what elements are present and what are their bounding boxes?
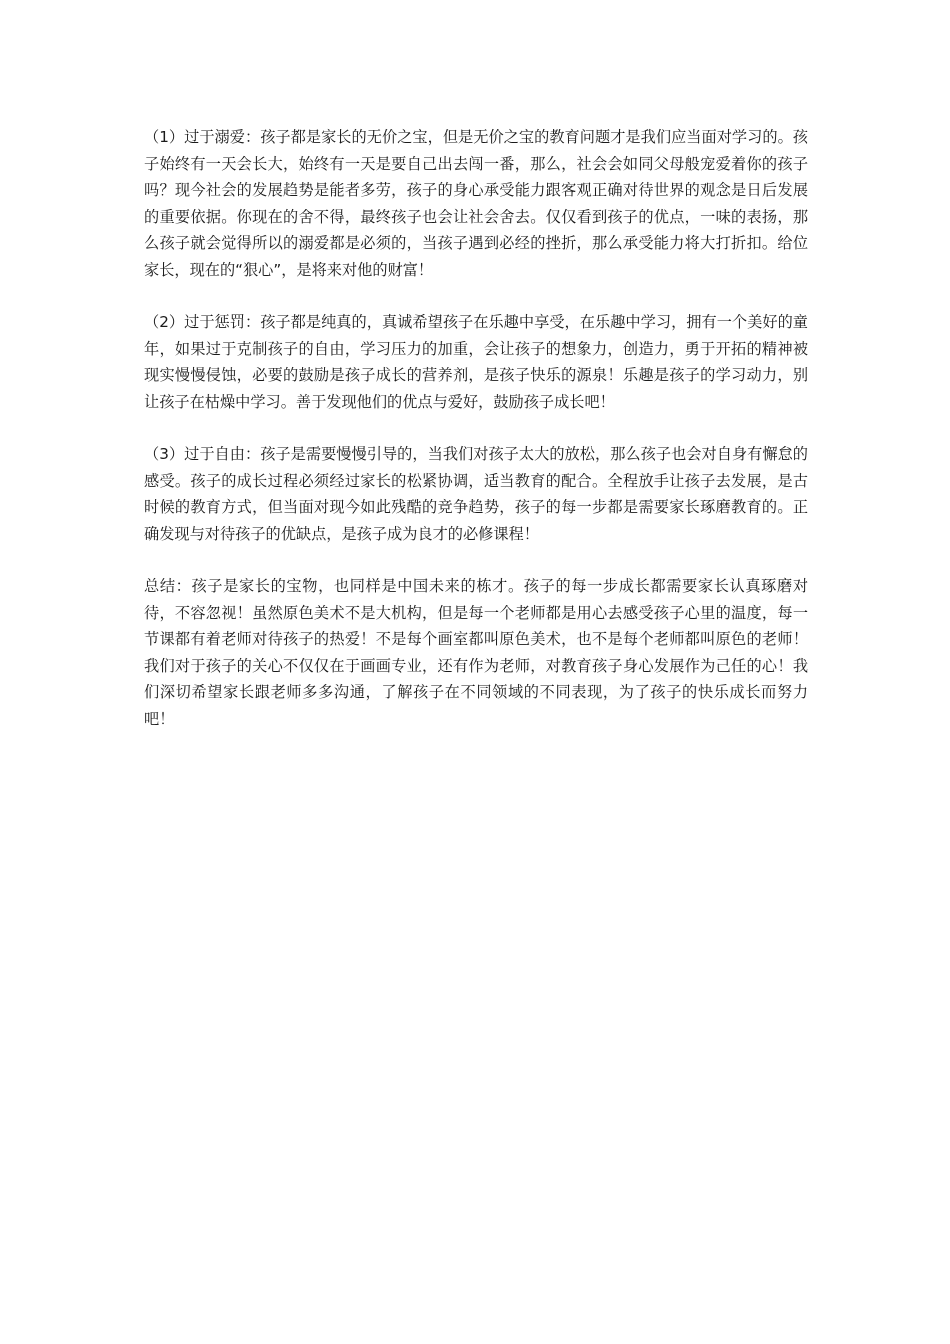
- document-body: [144, 124, 808, 758]
- paragraph-overindulgence: （1）过于溺爱：孩子都是家长的无价之宝，但是无价之宝的教育问题才是我们应当面对学习的。孩子始终有一天会长大，始终有一天是要自己出去闯一番，那么，社会会如同父母般宠爱着你的孩子吗？现今社会的发展趋势是能者多劳，孩子的身心承受能力跟客观正确对待世界的观念是日后发展的重要依据。你现在的舍不得，最终孩子也会让社会舍去。仅仅看到孩子的优点，一味的表扬，那么孩子就会觉得所以的溺爱都是必须的，当孩子遇到必经的挫折，那么承受能力将大打折扣。给位家长，现在的“狠心”，是将来对他的财富！: [144, 128, 808, 279]
- paragraph-summary: 总结：孩子是家长的宝物，也同样是中国未来的栋才。孩子的每一步成长都需要家长认真琢磨对待，不容忽视！虽然原色美术不是大机构，但是每一个老师都是用心去感受孩子心里的温度，每一节课都有着老师对待孩子的热爱！不是每个画室都叫原色美术，也不是每个老师都叫原色的老师！我们对于孩子的关心不仅仅在于画画专业，还有作为老师，对教育孩子身心发展作为己任的心！我们深切希望家长跟老师多多沟通，了解孩子在不同领域的不同表现，为了孩子的快乐成长而努力吧！: [144, 577, 808, 728]
- paragraph-overfreedom: （3）过于自由：孩子是需要慢慢引导的，当我们对孩子太大的放松，那么孩子也会对自身有懈怠的感受。孩子的成长过程必须经过家长的松紧协调，适当教育的配合。全程放手让孩子去发展，是古时候的教育方式，但当面对现今如此残酷的竞争趋势，孩子的每一步都是需要家长琢磨教育的。正确发现与对待孩子的优缺点，是孩子成为良才的必修课程！: [144, 445, 808, 543]
- paragraph-overpunishment: （2）过于惩罚：孩子都是纯真的，真诚希望孩子在乐趣中享受，在乐趣中学习，拥有一个美好的童年，如果过于克制孩子的自由，学习压力的加重，会让孩子的想象力，创造力，勇于开拓的精神被现实慢慢侵蚀，必要的鼓励是孩子成长的营养剂，是孩子快乐的源泉！乐趣是孩子的学习动力，别让孩子在枯燥中学习。善于发现他们的优点与爱好，鼓励孩子成长吧！: [144, 313, 808, 411]
